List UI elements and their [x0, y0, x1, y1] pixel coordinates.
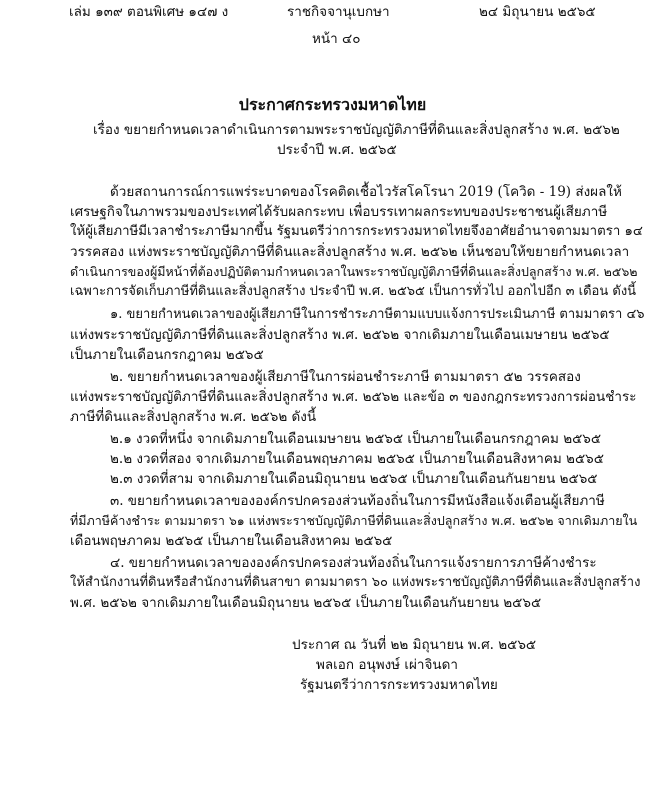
body-line: ๑. ขยายกำหนดเวลาของผู้เสียภาษีในการชำระภาษีตามแบบแจ้งการประเมินภาษี ตามมาตรา ๔๖: [110, 307, 645, 322]
body-line: พ.ศ. ๒๕๖๒ จากเดิมภายในเดือนมิถุนายน ๒๕๖๕ เป็นภายในเดือนกันยายน ๒๕๖๕: [70, 595, 542, 611]
body-line: แห่งพระราชบัญญัติภาษีที่ดินและสิ่งปลูกสร้าง พ.ศ. ๒๕๖๒ จากเดิมภายในเดือนเมษายน ๒๕๖๕: [70, 327, 610, 343]
publication-name: ราชกิจจานุเบกษา: [287, 4, 390, 20]
body-line: เศรษฐกิจในภาพรวมของประเทศได้รับผลกระทบ เพื่อบรรเทาผลกระทบของประชาชนผู้เสียภาษี: [70, 204, 608, 220]
body-line: ให้ผู้เสียภาษีมีเวลาชำระภาษีมากขึ้น รัฐมนตรีว่าการกระทรวงมหาดไทยจึงอาศัยอำนาจตามมาตรา ๑๔: [70, 224, 643, 239]
body-line: เดือนพฤษภาคม ๒๕๖๕ เป็นภายในเดือนสิงหาคม ๒๕๖๕: [70, 533, 393, 549]
body-line: แห่งพระราชบัญญัติภาษีที่ดินและสิ่งปลูกสร้าง พ.ศ. ๒๕๖๒ และข้อ ๓ ของกฎกระทรวงการผ่อนชำระ: [70, 389, 637, 405]
body-line: ด้วยสถานการณ์การแพร่ระบาดของโรคติดเชื้อไวรัสโคโรนา 2019 (โควิด - 19) ส่งผลให้: [110, 184, 622, 200]
body-line: เป็นภายในเดือนกรกฎาคม ๒๕๖๕: [70, 347, 264, 363]
signatory-name: พลเอก อนุพงษ์ เผ่าจินดา: [316, 657, 458, 673]
body-line: ให้สำนักงานที่ดินหรือสำนักงานที่ดินสาขา ตามมาตรา ๖๐ แห่งพระราชบัญญัติภาษีที่ดินและสิ่งปลูกสร้าง: [70, 575, 641, 590]
subject-line-1: เรื่อง ขยายกำหนดเวลาดำเนินการตามพระราชบัญญัติภาษีที่ดินและสิ่งปลูกสร้าง พ.ศ. ๒๕๖๒: [93, 122, 620, 138]
publication-date: ๒๔ มิถุนายน ๒๕๖๕: [479, 4, 596, 20]
signatory-position: รัฐมนตรีว่าการกระทรวงมหาดไทย: [300, 677, 498, 693]
body-line: ที่มีภาษีค้างชำระ ตามมาตรา ๖๑ แห่งพระราชบัญญัติภาษีที่ดินและสิ่งปลูกสร้าง พ.ศ. ๒๕๖๒ จากเดิมภายใน: [70, 513, 638, 528]
volume-info: เล่ม ๑๓๙ ตอนพิเศษ ๑๔๗ ง: [69, 4, 229, 20]
body-line: ๒.๒ งวดที่สอง จากเดิมภายในเดือนพฤษภาคม ๒๕๖๕ เป็นภายในเดือนสิงหาคม ๒๕๖๕: [110, 451, 604, 467]
body-line: ภาษีที่ดินและสิ่งปลูกสร้าง พ.ศ. ๒๕๖๒ ดังนี้: [70, 409, 317, 425]
announcement-title: ประกาศกระทรวงมหาดไทย: [238, 95, 427, 114]
body-line: วรรคสอง แห่งพระราชบัญญัติภาษีที่ดินและสิ่งปลูกสร้าง พ.ศ. ๒๕๖๒ เห็นชอบให้ขยายกำหนดเวลา: [70, 244, 630, 260]
announcement-date: ประกาศ ณ วันที่ ๒๒ มิถุนายน พ.ศ. ๒๕๖๕: [292, 637, 537, 653]
body-line: ๒.๑ งวดที่หนึ่ง จากเดิมภายในเดือนเมษายน ๒๕๖๕ เป็นภายในเดือนกรกฎาคม ๒๕๖๕: [110, 431, 602, 447]
body-line: เฉพาะการจัดเก็บภาษีที่ดินและสิ่งปลูกสร้าง ประจำปี พ.ศ. ๒๕๖๕ เป็นการทั่วไป ออกไปอีก ๓ เดือน ดังนี้: [70, 284, 637, 299]
gazette-header-row: [0, 0, 665, 18]
body-line: ๔. ขยายกำหนดเวลาขององค์กรปกครองส่วนท้องถิ่นในการแจ้งรายการภาษีค้างชำระ: [110, 555, 597, 571]
body-line: ดำเนินการของผู้มีหน้าที่ต้องปฏิบัติตามกำหนดเวลาในพระราชบัญญัติภาษีที่ดินและสิ่งปลูกสร้าง พ.ศ. ๒๕๖๒: [70, 264, 638, 279]
body-line: ๒.๓ งวดที่สาม จากเดิมภายในเดือนมิถุนายน ๒๕๖๕ เป็นภายในเดือนกันยายน ๒๕๖๕: [110, 471, 598, 487]
body-line: ๒. ขยายกำหนดเวลาของผู้เสียภาษีในการผ่อนชำระภาษี ตามมาตรา ๕๒ วรรคสอง: [110, 369, 581, 385]
subject-line-2: ประจำปี พ.ศ. ๒๕๖๕: [277, 142, 397, 158]
page-number: หน้า ๔๐: [312, 31, 361, 47]
body-line: ๓. ขยายกำหนดเวลาขององค์กรปกครองส่วนท้องถิ่นในการมีหนังสือแจ้งเตือนผู้เสียภาษี: [110, 493, 605, 509]
